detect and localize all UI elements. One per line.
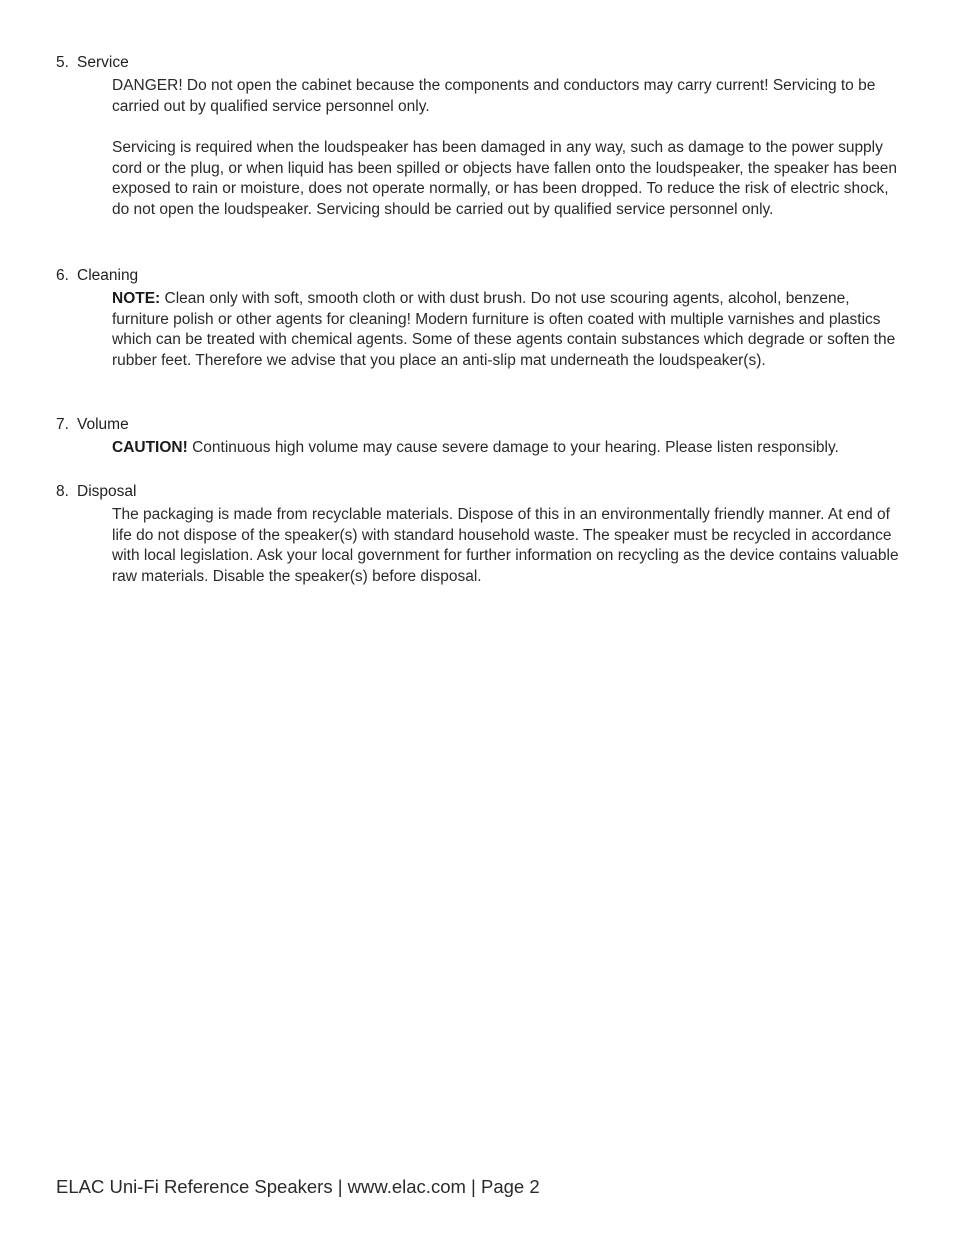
- disposal-paragraph: The packaging is made from recyclable materials. Dispose of this in an environmentally friendly manner. At end of life do not dispose of the speaker(s) with standard household waste. The speaker must be recycled in accordance with local legislation. Ask your local government for further information on recycling as the device contains valuable raw materials. Disable the speaker(s) before disposal.: [112, 506, 899, 585]
- service-paragraph-danger: DANGER! Do not open the cabinet because the components and conductors may carry current! Servicing to be carried out by qualified service personnel only.: [112, 77, 876, 115]
- section-title: Volume: [77, 416, 129, 433]
- cleaning-text: Clean only with soft, smooth cloth or with dust brush. Do not use scouring agents, alcohol, benzene, furniture polish or other agents for cleaning! Modern furniture is often coated with multiple varnishes and plastics which can be treated with chemical agents. Some of these agents contain substances which degrade or soften the rubber feet. Therefore we advise that you place an anti-slip mat underneath the loudspeaker(s).: [112, 290, 896, 369]
- section-body-service: [112, 76, 902, 221]
- section-number: 7.: [56, 416, 69, 433]
- section-heading-disposal: [56, 482, 916, 502]
- section-heading-volume: [56, 415, 916, 435]
- caution-label: CAUTION!: [112, 439, 188, 456]
- section-body-cleaning: [112, 289, 902, 371]
- note-label: NOTE:: [112, 290, 161, 307]
- section-number: 6.: [56, 267, 69, 284]
- section-cleaning: [56, 266, 916, 371]
- section-disposal: [56, 482, 916, 587]
- section-number: 8.: [56, 483, 69, 500]
- section-service: [56, 53, 916, 221]
- section-body-disposal: [112, 505, 902, 587]
- section-heading-service: [56, 53, 916, 73]
- section-title: Service: [77, 54, 129, 71]
- page-footer: ELAC Uni-Fi Reference Speakers | www.elac.com | Page 2: [56, 1176, 540, 1197]
- section-heading-cleaning: [56, 266, 916, 286]
- section-title: Disposal: [77, 483, 137, 500]
- section-title: Cleaning: [77, 267, 139, 284]
- section-volume: [56, 415, 916, 459]
- volume-paragraph: [112, 438, 912, 459]
- section-body-volume: [112, 438, 912, 459]
- service-paragraph-required: Servicing is required when the loudspeaker has been damaged in any way, such as damage to the power supply cord or the plug, or when liquid has been spilled or objects have fallen onto the loudspeaker, the speaker has been exposed to rain or moisture, does not operate normally, or has been dropped. To reduce the risk of electric shock, do not open the loudspeaker. Servicing should be carried out by qualified service personnel only.: [112, 139, 897, 218]
- cleaning-paragraph: [112, 289, 902, 371]
- volume-text: Continuous high volume may cause severe damage to your hearing. Please listen responsibly.: [192, 439, 839, 456]
- section-number: 5.: [56, 54, 69, 71]
